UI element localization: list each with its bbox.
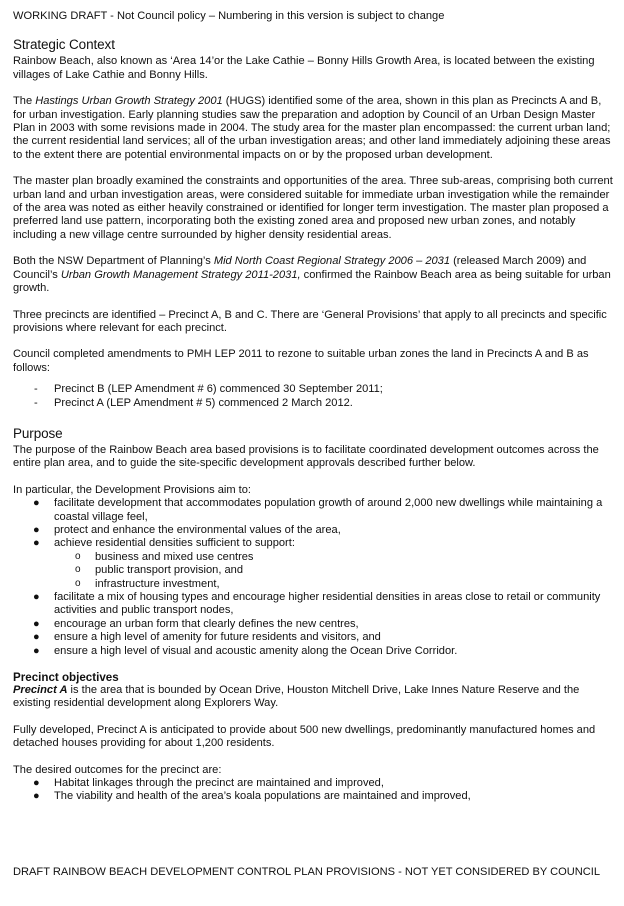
strategic-paragraph-1: Rainbow Beach, also known as ‘Area 14’or the Lake Cathie – Bonny Hills Growth Area, is located between the existing villages of Lake Cathie and Bonny Hills.: [13, 55, 595, 81]
list-item: ● achieve residential densities sufficient to support:: [33, 537, 295, 550]
strategic-context-heading: Strategic Context: [13, 37, 115, 53]
bullet-icon: ●: [33, 644, 40, 657]
purpose-paragraph-2: In particular, the Development Provisions aim to:: [13, 483, 252, 496]
page-header: WORKING DRAFT - Not Council policy – Numbering in this version is subject to change: [13, 10, 445, 22]
list-item: ● Habitat linkages through the precinct are maintained and improved,: [33, 777, 384, 790]
purpose-heading: Purpose: [13, 425, 63, 441]
precinct-a-label: Precinct A: [13, 684, 68, 697]
strategic-paragraph-4: Both the NSW Department of Planning’s Mid North Coast Regional Strategy 2006 – 2031 (released March 2009) and Council’s Urban Growth Management Strategy 2011-2031, confirmed the Rainbow Beach area as being suitable for urban growth.: [13, 255, 611, 295]
bullet-icon: ●: [33, 617, 40, 630]
strategic-paragraph-5: Three precincts are identified – Precinct A, B and C. There are ‘General Provisions’ that apply to all precincts and specific provisions where relevant for each precinct.: [13, 308, 607, 334]
bullet-icon: ●: [33, 777, 40, 790]
circle-bullet-icon: o: [75, 550, 81, 562]
document-page: [13, 10, 613, 804]
list-item: ● facilitate a mix of housing types and encourage higher residential densities in areas close to retail or community activities and public transport nodes,: [33, 591, 601, 617]
list-item: o infrastructure investment,: [75, 577, 220, 590]
bullet-icon: ●: [33, 497, 40, 510]
list-item: ● encourage an urban form that clearly defines the new centres,: [33, 617, 359, 630]
precinct-paragraph-3: The desired outcomes for the precinct are:: [13, 763, 222, 776]
regional-strategy-title: Mid North Coast Regional Strategy 2006 – 2031: [213, 255, 451, 268]
bullet-icon: ●: [33, 790, 40, 803]
outcomes-list: [13, 777, 613, 804]
circle-bullet-icon: o: [75, 564, 81, 576]
amendment-list: [13, 383, 613, 410]
precinct-paragraph-2: Fully developed, Precinct A is anticipated to provide about 500 new dwellings, predominantly manufactured homes and detached houses providing for about 1,200 residents.: [13, 723, 596, 750]
aims-list-continued: [13, 591, 613, 658]
list-item: - Precinct A (LEP Amendment # 5) commenced 2 March 2012.: [13, 397, 613, 410]
strategic-paragraph-3: The master plan broadly examined the constraints and opportunities of the area. Three sub-areas, comprising both current urban land and urban investigation areas, were considered suitable for immediate urban investigation while the remainder of the area was noted as either heavily constrained or identified for longer term investigation. The master plan proposed a preferred land use pattern, incorporating both the existing zoned area and proposed new urban zones, and notably including a new village centre surrounded by higher density residential areas.: [13, 175, 613, 241]
list-item: o public transport provision, and: [75, 564, 243, 577]
strategic-paragraph-2: The Hastings Urban Growth Strategy 2001 (HUGS) identified some of the area, shown in this plan as Precincts A and B, for urban investigation. Early planning studies saw the preparation and adoption by Council of an Urban Design Master Plan in 2003 with some revisions made in 2004. The study area for the master plan encompassed: the current urban land; the current residential land services; all of the urban investigation areas; and other land immediately adjoining these areas to the extent there are potential environmental impacts on or by the proposed urban development.: [13, 95, 611, 161]
list-item: ● ensure a high level of amenity for future residents and visitors, and: [33, 631, 381, 644]
list-item: o business and mixed use centres: [75, 550, 254, 563]
list-item: ● protect and enhance the environmental values of the area,: [33, 523, 341, 536]
aims-list: [13, 497, 613, 551]
list-item: ● The viability and health of the area’s koala populations are maintained and improved,: [33, 790, 471, 803]
bullet-icon: ●: [33, 537, 40, 550]
list-item: ● facilitate development that accommodates population growth of around 2,000 new dwellings while maintaining a coastal village feel,: [33, 497, 603, 523]
precinct-objectives-heading: Precinct objectives: [13, 671, 119, 685]
sub-aims-list: [13, 551, 613, 591]
page-footer: DRAFT RAINBOW BEACH DEVELOPMENT CONTROL PLAN PROVISIONS - NOT YET CONSIDERED BY COUNCIL: [13, 866, 601, 878]
list-item: - Precinct B (LEP Amendment # 6) commenced 30 September 2011;: [13, 383, 613, 396]
precinct-paragraph-1: Precinct A is the area that is bounded by Ocean Drive, Houston Mitchell Drive, Lake Innes Nature Reserve and the existing residential development along Explorers Way.: [13, 684, 580, 710]
strategic-paragraph-6: Council completed amendments to PMH LEP 2011 to rezone to suitable urban zones the land in Precincts A and B as follows:: [13, 348, 589, 374]
purpose-paragraph-1: The purpose of the Rainbow Beach area based provisions is to facilitate coordinated development outcomes across the entire plan area, and to guide the site-specific development approvals described further below.: [13, 443, 599, 470]
bullet-icon: ●: [33, 523, 40, 536]
circle-bullet-icon: o: [75, 577, 81, 589]
bullet-icon: ●: [33, 591, 40, 603]
list-item: ● ensure a high level of visual and acoustic amenity along the Ocean Drive Corridor.: [33, 644, 458, 657]
bullet-icon: ●: [33, 631, 40, 644]
hugs-title: Hastings Urban Growth Strategy 2001: [35, 95, 223, 108]
growth-strategy-title: Urban Growth Management Strategy 2011-2031,: [60, 268, 301, 281]
